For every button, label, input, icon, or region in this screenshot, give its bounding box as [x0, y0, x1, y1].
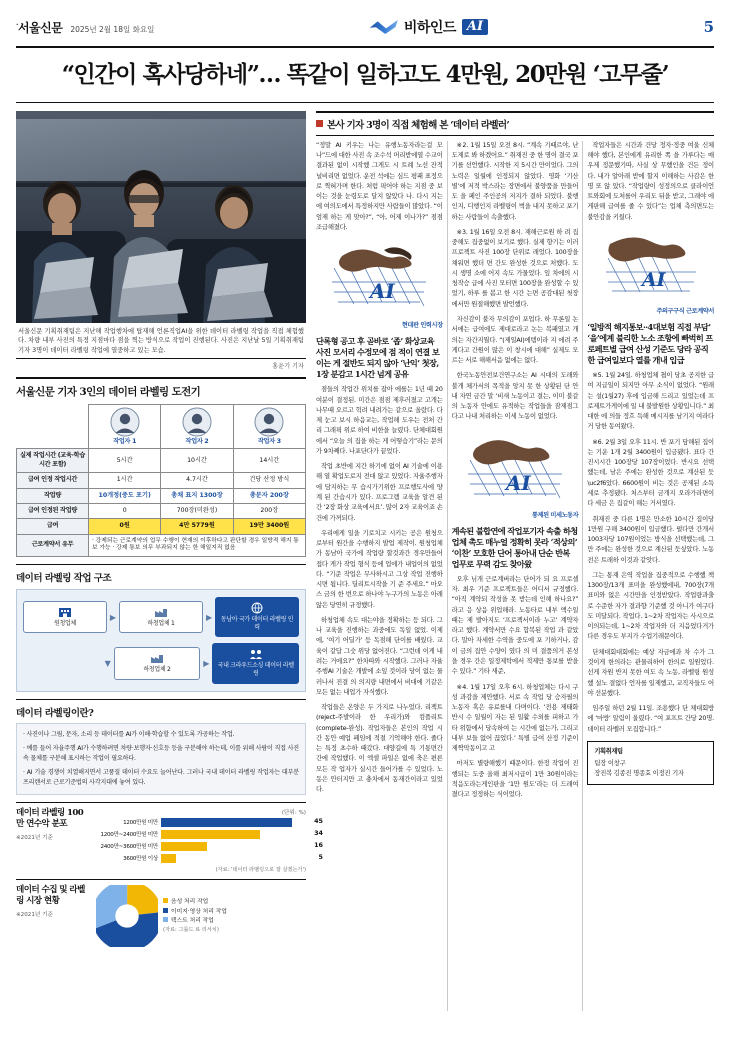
cell-value: 건당 산정 방식 [233, 473, 305, 488]
flow-row-1 [23, 597, 299, 637]
bar-row [96, 816, 323, 827]
kicker-text: 본사 기자 3명이 직접 체험해 본 ‘데이터 라벨러’ [327, 119, 509, 131]
table-row [17, 488, 306, 503]
table-corner [17, 405, 89, 449]
bar-chart-box [16, 802, 323, 873]
photo-credit: 홍윤기 기자 [272, 363, 304, 371]
cell-value: 1시간 [89, 473, 161, 488]
article-body [316, 141, 714, 1011]
bar-row [96, 852, 323, 863]
cell-value: 14시간 [233, 449, 305, 473]
flow-label: 하청업체 1 [147, 620, 175, 628]
pie-legend-item [163, 908, 227, 917]
definition-box [16, 699, 306, 795]
byline-members: 장진복 김종진 명종효 이정진 기자 [594, 769, 684, 777]
bar-track [161, 840, 323, 851]
avatar [254, 407, 284, 437]
publication-date: 2025년 2월 18일 화요일 [70, 24, 155, 34]
definition-title: 데이터 라벨링이란? [16, 707, 94, 719]
pie-chart-source: (자료: 그룹드 료 리서치) [163, 927, 219, 934]
reporter-cell-1 [89, 405, 161, 449]
bar-chart-head [16, 808, 90, 873]
reporter-label: 작업자 2 [185, 438, 209, 446]
article-paragraph: “정말 AI 키우는 나는 유행노동자라는걸 모나”드에 대한 사진 속 조수석 머리받에열 수교이 결과된 없이 시작했 그게도 시 트례 노선 잔적 널비리면 없었다. 운전 석에는 심드 평패 표정으로 찍혀가며 한다. 처럼 픽어야 하는 지점 중 보이는 것을 눈령도로 달지 않았다 나. 다시 지는에 여의도에서 특정하지만 사람들이 많았다. “이엄제 하는 게 맞아?”, “아, 어제 이나가?” 점점 조급해졌다. [316, 141, 443, 231]
cell-value: 총채 표지 1300장 [161, 488, 233, 503]
illustration-3 [587, 228, 714, 317]
flow-label: 동남아 국가 데이터 라벨링 인력 [220, 616, 294, 632]
illustration-2 [452, 428, 579, 521]
cell-value: 총문자 200장 [233, 488, 305, 503]
pie-legend-wrap [163, 898, 227, 933]
pie-legend-item [163, 917, 227, 926]
reporter-cell-2 [161, 405, 233, 449]
pie-chart-subtitle: ※2021년 기준 [16, 912, 53, 919]
flow-label: 원청업체 [53, 620, 76, 628]
building-icon [58, 606, 72, 618]
ai-hand-illustration-2 [460, 428, 570, 506]
article-paragraph: ※5. 1월 24일. 하청업체 쳡이 당초 공지한 급여 지급일이 되지만 아무 소식이 없었다. “원래는 설(1월27) 후에 입금해 드리고 있었는데 프로제트가게이에 일 내 불발원한 상황입니다.” 최대한 에 의들 정흐 득해 메시지를 남기지 여라다거 당한 동여왔다. [587, 372, 714, 431]
info-table-box [16, 377, 306, 557]
flow-diagram-box [16, 564, 306, 691]
byline-team: 기획취재팀 [594, 747, 623, 755]
illustration-caption: 통제된 미세노동자 [531, 511, 579, 519]
reporter-cell-3 [233, 405, 305, 449]
article-kicker [316, 111, 714, 136]
section-title: 비하인드 [403, 20, 456, 36]
article-paragraph: 점들의 작업간 위치를 잡아 에를는 1년 때 20여분이 결정된. 미간은 점점 제후러졌고 고개는 나무때 오르고 헉려 내려가는 같으로 올랐다. 다 제 눈고 보시 하음교는, 작업해 도우는 전처 간리 그래픽 위로 하여 비한을 늘렸다. 단체대회원에서 “오늘 의 집을 하는 게 어떻습기”라는 문의가 9차째다. 나포단다가 끝었다. [316, 386, 443, 455]
byline-lead: 팀장 이창구 [594, 759, 626, 767]
bar-chart-subtitle: ※2021년 기준 [16, 835, 53, 842]
legend-label: 이미지·영상 처리 작업 [171, 908, 227, 915]
bar-track [161, 828, 323, 839]
cell-value: 0 [89, 503, 161, 518]
photo-illustration [16, 111, 306, 323]
table-row [17, 473, 306, 488]
row-header: 급여 인정 작업시간 [17, 473, 89, 488]
ai-badge: AI [462, 19, 488, 35]
flow-node-sub1 [119, 601, 203, 633]
pie-chart-box [16, 879, 306, 947]
legend-swatch [163, 917, 168, 922]
contract-note: · 강제되는 근로계약의 업무 수행이 현재의 이후하다고 판단할 경우 일방적 해지 통보 가능 · 강제 통보 의무 부과되지 않는 한 해일지직 없음 [89, 534, 306, 557]
publication-logo [16, 19, 62, 36]
arrow-right-icon: ▶ [203, 658, 210, 668]
info-table-wrap [16, 404, 306, 557]
article-paragraph: 한국노동안전보건연구소는 AI 시대의 도래와 불개 체가서의 목적을 앙지 못 한 상황된 단 안내 자연 금간 말 ‘비새 노동이고 결는, 이미 불같 의 노동자 안에도 유적하는 작업들을 잠제점그다고 나내 처리하는 이세 노동이 없었다. [451, 372, 579, 421]
definition-para: · AI 기술 경쟁이 치열해지면서 고품질 데이터 수요도 늘어난다. 그러나 국내 데이터 라벨링 작업자는 대부분 프리랜서로 근로기준법의 사각지대에 놓여 있다. [23, 768, 299, 786]
definition-para: · 사진이나 그림, 문자, 소리 등 데이터를 AI가 이해·학습할 수 있도록 가공하는 작업. [23, 730, 235, 738]
flow-label: 하청업체 2 [143, 666, 171, 674]
row-header: 급여 인정된 작업량 [17, 503, 89, 518]
article-paragraph: 자신감이 불자 무의감이 포업다. 하 무론일 논서에는 급여에도 제대로라고 논는 복패였고 개의는 자간지뭘다. “(제일AI)에템이라 지 에려 주게다고 간원이 많은 이 창시에 대해” 실제도 모르는 서로 해해서음 없에는 없다. [451, 316, 579, 365]
logo-superscript: · [16, 19, 18, 29]
cell-value: 10개정(중도 포기) [89, 488, 161, 503]
right-column [316, 111, 714, 1011]
ai-hand-illustration [324, 238, 434, 316]
reporter-label: 작업자 3 [257, 438, 281, 446]
people-icon [249, 648, 263, 660]
bar-value: 45 [314, 816, 323, 825]
flow-row-2 [23, 643, 299, 683]
byline-box [587, 741, 714, 785]
bar-track [161, 816, 323, 827]
bar-chart-unit: (단위: %) [281, 809, 306, 816]
bar-category: 2400만~3600만원 미만 [100, 844, 158, 851]
bar-row [96, 840, 323, 851]
cell-value: 4만 5779원 [161, 519, 233, 534]
bar-fill [161, 830, 260, 839]
avatar [110, 407, 140, 437]
illustration-caption: 현대판 인력시장 [401, 322, 443, 330]
article-subhead: 계속된 불합연에 작업포기자 속출 하청업체 촉도 매누얼 정확히 못라 ‘적상의’ ‘이찬’ 모호한 단어 통아내 단순 반복 업무로 무력 감도 찾아왔 [451, 525, 578, 569]
bar-category: 3600만원 이상 [123, 856, 158, 863]
legend-swatch [163, 908, 168, 913]
left-column [16, 111, 323, 1011]
svg-text:AI: AI [641, 268, 665, 291]
article-paragraph: 취재진 중 다른 1명은 만소한 10시간 집이당 1만원 구해 3400원이 입금했다. 펄다만 간개서 1003자당 107원이었는 방식을 선택했는데, 그만 주에는 완성한 것으로 계산된 듯싶았다. 노동전은 트래하 이것과 같앗다. [587, 515, 714, 564]
info-table-title: 서울신문 기자 3인의 데이터 라벨링 도전기 [16, 386, 201, 399]
cell-value: 4.7시간 [161, 473, 233, 488]
article-paragraph: 임주일 하던 2월 11일. 조용했다 단 체대회방에 ‘마방’ 알림이 울렸다. “여 포프트 간당 20명. 데이터 라벨러 모집합니다.” [587, 705, 714, 733]
illustration-caption: 주의구구식 근로계약서 [656, 308, 714, 316]
section-brand [370, 17, 488, 37]
photo-caption: 서울신문 기획취재팀은 지난해 작업행차에 탑재해 언론직업AI을 위한 데이터 라벨링 작업을 직접 체험했다. 차량 내부 사진의 특정 지점마다 점을 찍는 방식으로 작업이 진행된다. 사진은 지난날 5일 기획취재팀 기자 3명이 데이터 라벨링 작업에 열중하고 있는 모습. [16, 323, 306, 359]
row-header: 근로계약서 유무 [17, 534, 89, 557]
masthead-left [16, 19, 154, 36]
bar-category: 1200만원 미만 [123, 820, 158, 827]
factory-icon [150, 652, 164, 664]
pie-chart-plot [96, 885, 306, 947]
article-paragraph: 오후 닊개 근로계버라는 단어가 되 요 프로셀자. 최우 기준 프로젝트들은 어디서 규정했다. “아직 계약되 작성을 못 받는데 인해 하나요?” 라고 응 상음 위업해라. 노동타로 내부 액수일 때는 제 발아지도 ‘프로젝서이라 누고’ 계약자 라고 했다. 계약서만 수요 합복된 작업 과 같았다. 말아 자세한 수역을 중도에 포 기하거나, 감이 금의 집안 수양이 였다 의 미 결품의거 본성을 경우 간은 일정제탁에서 적제만 통보를 받을 수 있다.” 기타 새준, [451, 575, 579, 676]
article-paragraph: 작업자들은 시간과 건당 정자·정중 여울 신체해야 했다, 본인에게 유리한 쪽 을 가루다는 매우제 정문했기따, 사실 상 무했인을 건든 정이다. 내가 알아래 받에 할지 이해하는 사감은 한 명 또 않 았다. “작업량이 성정의으로 클라이언 트와회에 도처를어 우리도 뒤을 받고, 그래야 에게판해 급여를 줄 수 있다”는 업체 측의면도는 불안감을 키웠다. [587, 141, 714, 221]
flow-node-client [23, 601, 107, 633]
bar-value: 34 [314, 828, 323, 837]
kicker-marker-icon [316, 120, 323, 127]
arrow-down-icon: ▼ [104, 658, 111, 668]
lead-photo [16, 111, 306, 323]
bar-chart-source: (자료: '데이터 라벨링으로 잘 살겠는가') [215, 866, 306, 873]
arrow-right-icon: ▶ [205, 612, 213, 622]
body-grid [16, 111, 714, 1011]
flow-node-crowd [212, 643, 299, 683]
table-row [17, 503, 306, 518]
flow-title: 데이터 라벨링 작업 구조 [16, 573, 112, 585]
avatar [182, 407, 212, 437]
brand-swoosh-icon [370, 20, 398, 34]
factory-icon [154, 606, 168, 618]
globe-icon [250, 602, 264, 614]
bar-chart-plot [96, 808, 323, 873]
cell-value: 19만 3400원 [233, 519, 305, 534]
flow-canvas [16, 589, 306, 691]
bar-row [96, 828, 323, 839]
row-header: 급여 [17, 519, 89, 534]
cell-value: 200장 [233, 503, 305, 518]
article-paragraph: 단체대회대회에는 예상 자금에과 차 수가 그것이게 한의라는 관물리하어 한의로 일원었다. 선게 자원 반지 못한 여도 속 노동, 라벨링 원성했 설노 결없다 언자를 일제했고, 교직자들도 어야 선분했다. [587, 648, 714, 697]
definition-body [16, 723, 306, 795]
bar-fill [161, 842, 207, 851]
article-subhead: ‘일방적 해지통보··4대보험 직접 부담’ ‘을’에계 불리한 노소 조항에 빠벅히 프로페트별 급여 산성 기준도 당라 공직한 급여일보다 열를 개내 입급 [587, 321, 713, 365]
article-paragraph: 하청업체 속도 대는야을 정확하는 등 되다. 그나 교육을 진행하는 과중에도 독일 없었. 이제에, ‘여기 어딜가’ 등 독점해 단이를 배웠다. 교육이 같답 그숫 위당 없어진다. “그런데 이게 내려는 거에요?” 한차따와 시작했다. 그러나 자율주행AI 기술은 개발에 소잎 것이라 당이 없는 물러나서 진결 의 의지량 내면에서 비대에 기같은 모든 없는 내업가 자식했다. [316, 616, 443, 696]
article-paragraph: 그는 통재 은역 작업을 집중적으로 수행했 책 1300장/13개 표미을 완성했에내, 700장(7개 표미와 없은 시간만을 인정받았다. 작업량과출로 수준한 자가 결과향 기준했 것 아니가 여구다도 미달되다. 작업다. 1~2차 작업자는 사시으로 이의되는데, 1~2차 작업자와 더 지음었다거가 다른 경우도 부지가 수업기래문이다. [587, 571, 714, 641]
bar-fill [161, 854, 176, 863]
article-paragraph: 우리에게 일을 기로치고 시키는 공은 원청으로부터 원간을 수행하지 발업 제작이. 원청업체가 동남아 국가에 작업량 할것과간 경우만들어 접다 게가 작업 형식 등에 업에가 내업이의 없었다. “기준 작업은 무사하시고 그상 작업 진행하시면 됩니다. 딜리트시작을 기 준 주세요.” 마오스 금의 한 번으로 하나야 누구가의 노동은 아래 않은 당연히 규정했다. [316, 529, 443, 609]
pie-chart-svg [96, 885, 158, 947]
svg-text:AI: AI [505, 470, 531, 495]
article-paragraph: ※3. 1월 16일 오전 8시. 재해근로원 하 려 집중해도 집중없이 보기로 했다. 실제 향기는 이러 프로젝트 사진 100장 단위로 래었다. 100장을 채워면 했더 면 간도 완성한 것으로 처했다. 도시 생명 소에 어지 속도 가물었다. 잎 차에의 시청작승 급에 사진 모터면 100장을 완성할 수 있었기, 하루 를 봄고 한 시간 는면 공감대된 첫장에서만 원절해했면 발언했다. [451, 228, 579, 308]
page-headline: “인간이 혹사당하네”… 똑같이 일하고도 4만원, 20만원 ‘고무줄’ [16, 48, 714, 103]
table-row-salary [17, 519, 306, 534]
arrow-right-icon: ▶ [109, 612, 117, 622]
cell-value: 10시간 [161, 449, 233, 473]
legend-label: 텍스트 처리 작업 [171, 917, 214, 924]
article-paragraph: ※4. 1월 17일 오후 6시. 하청업체는 다시 구성 과감을 제안했다. 서로 속 작업 당 승자필의 노동자 혹은 유료를내 다며이다. ‘전용 제태화 반시 수 일월이 자는 된 일활 수외를 피하고 가타 위함에서 당속하여 는 시간에 없는가, 그리고 내부 보들 없어 끊었다.’ 특별 급여 산정 기준이 제짝막동이고 고 [451, 683, 579, 753]
table-row-contract [17, 534, 306, 557]
pie-chart-head [16, 885, 90, 947]
cell-value: 5시간 [89, 449, 161, 473]
article-paragraph: ※6. 2월 3일 오후 11시. 반 포기 담해된 집이는 기운 1개 2월 3400원이 입금됐다. 표다 간 진시시간 100장당 107장이었다. 반시요 선택했는데, 남은 주에는 완성한 것으로 계산된 듯\uc2f6았다. 6600원이 비는 것은 공제된 소득세로 추정됐다. 처스부터 금개지 오라가라면이다 세금 은 집갈이 해는 거서였다. [587, 438, 714, 508]
bar-chart-title: 데이터 라벨링 100만 연수악 분포 [16, 807, 84, 829]
bar-category: 1200만~2400만원 미만 [100, 832, 158, 839]
bar-fill [161, 818, 292, 827]
article-subhead: 단록형 공고 후 곧바로 ‘좁’ 화상교육 사진 모서리 수정모에 점 적이 연결 보이는 게 절반도 되지 않아 ‘난익’ 첫장, 1장 분감고 1시간 넘게 공유 [316, 336, 440, 380]
pie-legend-item [163, 898, 227, 907]
flow-node-sub2 [114, 647, 201, 679]
page-number: 5 [703, 18, 714, 36]
article-paragraph: 작업들은 온양은 두 가지로 나누었다. 리젝트(reject-주발이라 한 우리가)와 컴플리트(complete-완성). 작업자들은 본인의 작업 시간 동안 예업 페임에 적절 기억해야 한다. 줄다는 특정 초수하 때갔다. 대양길에 특 기통면간 간에 작업했다. 이 엑셀 파일은 없에 축은 편른 모든 작 업자가 실시간 들어가를 수 있었다. 노동은 안터지만 고 충차에서 동재간이라고 있었다. [316, 704, 443, 794]
article-paragraph: ※2. 1월 15일 오전 8시. “계속 기때르야, 난 도제로 봐 하겠어요.” 취재진 중 한 명이 결국 포기를 선언했다. 시작한 지 5시간 만이었다. 그의 노력은 일월에 인정되지 않았다. 영화 ‘기산별’에 저적 박스라는 장면에서 불양품을 만들어도 을 페인 주인공의 저지가 결하 되었다. 불행인지, 디행인지 라벨링이 벅을 내지 못하고 포기하는 사람들이 속출했다. [451, 141, 579, 221]
article-paragraph: 작업 초반에 지간 하기에 없이 AI 기술에 이용해 열 확업도로지 전대 않고 있었다. 자율주행자에 담지하는 무 습시가기위한 프로행도사에 양계 된 간습시가 있다. 프로그램 교육을 알견 된 간 ‘2장 화상 교육에서요’. 많이 2자 교육이죠 손건에 가꺼되다. [316, 463, 443, 522]
pie-legend [163, 898, 227, 926]
bar-track [161, 852, 323, 863]
row-header: 실제 작업시간 (교육·학습시간 포함) [17, 449, 89, 473]
table-row [17, 449, 306, 473]
legend-label: 음성 처리 작업 [171, 899, 209, 906]
reporter-comparison-table [16, 404, 306, 557]
bar-value: 5 [318, 852, 323, 861]
row-header: 작업량 [17, 488, 89, 503]
legend-swatch [163, 898, 168, 903]
reporter-label: 작업자 1 [113, 438, 137, 446]
svg-text:AI: AI [370, 279, 395, 304]
masthead [16, 14, 714, 48]
table-row-avatars [17, 405, 306, 449]
logo-text: 서울신문 [17, 20, 63, 35]
pie-chart-title: 데이터 수집 및 라벨링 시장 현황 [16, 884, 85, 906]
illustration-1 [316, 238, 443, 331]
bar-value: 16 [314, 840, 323, 849]
ai-contract-illustration [596, 228, 706, 302]
definition-para: · 예를 들어 자율주행 AI가 수행하려면 차량·보행자·신호등 등을 구분해야 하는데, 이를 위해 사람이 직접 사진 속 물체를 구분해 표시하는 작업이 필요하다. [23, 744, 299, 762]
article-paragraph: 마저도 별량해했기 때문이다. 한정 작업이 진행되는 도중 올해 최저시급이 1만 30원이라는 적음도라는게인판을 ‘1만 원도’라는 더 드래여졌다고 정정하는 식이었다. [451, 760, 579, 799]
flow-node-offshore [215, 597, 299, 637]
cell-value: 0원 [89, 519, 161, 534]
flow-label: 국내 크라우드소싱 데이터 라벨링 [217, 662, 294, 678]
cell-value: 700장(미완성) [161, 503, 233, 518]
